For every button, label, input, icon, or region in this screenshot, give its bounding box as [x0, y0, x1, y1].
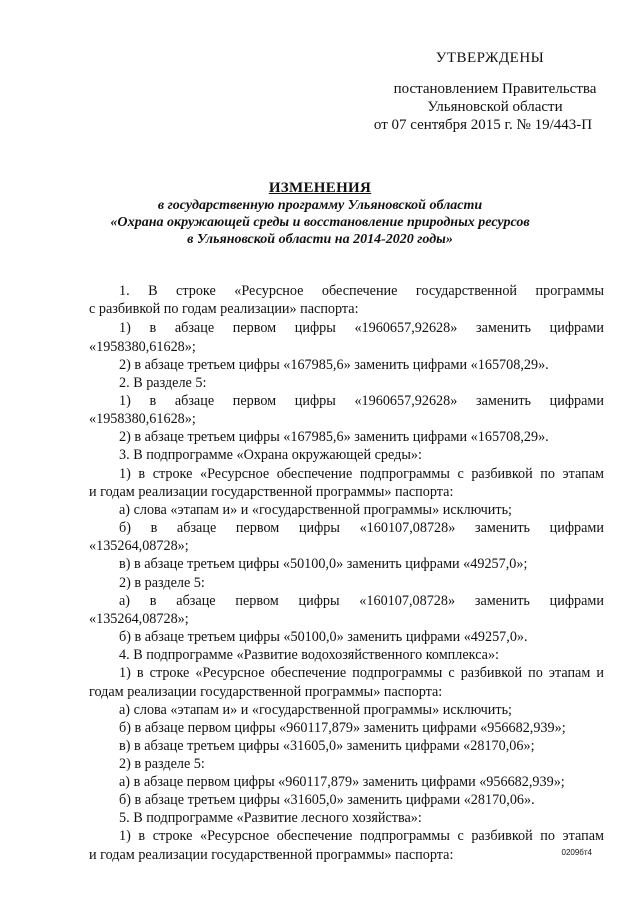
- body-line: и годам реализации государственной программы» паспорта:: [89, 847, 454, 863]
- document-title: ИЗМЕНЕНИЯ: [268, 180, 372, 196]
- approval-line-1: постановлением Правительства: [393, 81, 597, 97]
- body-line: 1) в абзаце первом цифры «1960657,92628» заменить цифрами: [119, 393, 604, 409]
- title-subline-1: в государственную программу Ульяновской области: [157, 198, 483, 213]
- body-line: «1958380,61628»;: [89, 411, 196, 427]
- body-line: в) в абзаце третьем цифры «50100,0» заменить цифрами «49257,0»;: [119, 556, 528, 572]
- body-line: «135264,08728»;: [89, 611, 189, 627]
- body-line: а) слова «этапам и» и «государственной программы» исключить;: [119, 702, 512, 718]
- body-line: 2) в разделе 5:: [119, 756, 205, 772]
- body-line: с разбивкой по годам реализации» паспорта:: [89, 301, 359, 317]
- body-line: 3. В подпрограмме «Охрана окружающей среды»:: [119, 447, 422, 463]
- body-line: 4. В подпрограмме «Развитие водохозяйственного комплекса»:: [119, 647, 499, 663]
- body-line: 2) в абзаце третьем цифры «167985,6» заменить цифрами «165708,29».: [119, 429, 549, 445]
- body-line: и годам реализации государственной программы» паспорта:: [89, 484, 454, 500]
- body-line: б) в абзаце третьем цифры «31605,0» заменить цифрами «28170,06».: [119, 792, 535, 808]
- body-line: в) в абзаце третьем цифры «31605,0» заменить цифрами «28170,06»;: [119, 738, 535, 754]
- body-line: «1958380,61628»;: [89, 339, 196, 355]
- body-line: 1. В строке «Ресурсное обеспечение государственной программы: [119, 283, 604, 299]
- body-line: 1) в абзаце первом цифры «1960657,92628» заменить цифрами: [119, 320, 604, 336]
- body-line: а) слова «этапам и» и «государственной программы» исключить;: [119, 502, 512, 518]
- body-line: 2) в разделе 5:: [119, 575, 205, 591]
- body-line: 2) в абзаце третьем цифры «167985,6» заменить цифрами «165708,29».: [119, 357, 549, 373]
- body-line: 5. В подпрограмме «Развитие лесного хозяйства»:: [119, 810, 422, 826]
- approved-label: УТВЕРЖДЕНЫ: [435, 50, 545, 66]
- approval-line-2: Ульяновской области: [427, 99, 563, 115]
- body-line: 2. В разделе 5:: [119, 375, 207, 391]
- footer-code: 0209бт4: [561, 848, 592, 857]
- body-line: а) в абзаце первом цифры «960117,879» заменить цифрами «956682,939»;: [119, 774, 565, 790]
- body-line: «135264,08728»;: [89, 538, 189, 554]
- title-subline-2: «Охрана окружающей среды и восстановление природных ресурсов: [110, 215, 530, 230]
- body-line: годам реализации государственной программы» паспорта:: [89, 684, 443, 700]
- body-line: б) в абзаце первом цифры «960117,879» заменить цифрами «956682,939»;: [119, 720, 566, 736]
- title-subline-3: в Ульяновской области на 2014-2020 годы»: [187, 232, 453, 247]
- approval-line-3: от 07 сентября 2015 г. № 19/443-П: [373, 117, 593, 133]
- body-line: 1) в строке «Ресурсное обеспечение подпрограммы с разбивкой по этапам: [119, 828, 604, 844]
- body-line: 1) в строке «Ресурсное обеспечение подпрограммы с разбивкой по этапам и: [119, 665, 604, 681]
- body-line: б) в абзаце первом цифры «160107,08728» заменить цифрами: [119, 520, 604, 536]
- body-line: а) в абзаце первом цифры «160107,08728» заменить цифрами: [119, 593, 604, 609]
- body-line: б) в абзаце третьем цифры «50100,0» заменить цифрами «49257,0».: [119, 629, 528, 645]
- body-line: 1) в строке «Ресурсное обеспечение подпрограммы с разбивкой по этапам: [119, 466, 604, 482]
